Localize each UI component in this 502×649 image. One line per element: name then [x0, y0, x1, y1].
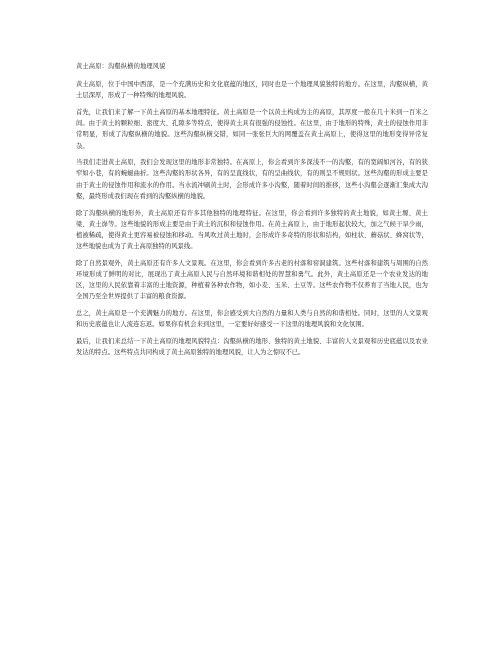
paragraph-intro: 黄土高原，位于中国中西部，是一个充满历史和文化底蕴的地区，同时也是一个地理风貌独特的地方。在这里，沟壑纵横，黄土层深厚，形成了一种特殊的地理风貌。 [76, 81, 428, 100]
document-title: 黄土高原：沟壑纵横的地理风貌 [76, 63, 166, 70]
paragraph-landforms: 除了沟壑纵横的地形外，黄土高原还有许多其他独特的地理特征。在这里，你会看到许多独特的黄土地貌，如黄土塬、黄土梁、黄土峁等。这些地貌的形成主要是由于黄土的沉积和侵蚀作用。在黄土高原上，由于地形起伏较大，加之气候干旱少雨，植被稀疏，使得黄土更容易被侵蚀和移动。当风吹过黄土地时，会形成许多奇特的形状和结构，如柱状、蘑菇状、蜂窝状等，这些地貌也成为了黄土高原独特的风景线。 [76, 209, 428, 251]
paragraph-human-landscape: 除了自然景观外，黄土高原还有许多人文景观。在这里，你会看到许多古老的村落和窑洞建筑。这些村落和建筑与周围的自然环境形成了鲜明的对比，展现出了黄土高原人民与自然环境和谐相处的智慧和勇气。此外，黄土高原还是一个农业发达的地区，这里的人民依靠着丰富的土地资源，种植着各种农作物，如小麦、玉米、土豆等。这些农作物不仅养育了当地人民，也为全国乃至全世界提供了丰富的粮食资源。 [76, 259, 428, 301]
paragraph-terrain: 当我们走进黄土高原，我们会发现这里的地形非常独特。在高原上，你会看到许多深浅不一的沟壑，有的宽阔如河谷，有的狭窄如小巷，有的蜿蜒曲折。这些沟壑的形状各异，有的呈直线状，有的呈曲线状，有的则呈不规则状。这些沟壑的形成主要是由于黄土的侵蚀作用和流水的作用。当水流冲刷黄土时，会形成许多小沟壑，随着时间的推移，这些小沟壑会逐渐汇集成大沟壑，最终形成我们现在看到的沟壑纵横的地貌。 [76, 159, 428, 200]
paragraph-basic-features: 首先，让我们来了解一下黄土高原的基本地理特征。黄土高原是一个以黄土构成为主的高原，其厚度一般在几十米到一百米之间。由于黄土的颗粒细、密度大、孔隙多等特点，使得黄土具有很强的侵蚀性。在这里，由于地形的特殊，黄土的侵蚀作用非常明显，形成了沟壑纵横的地貌。这些沟壑纵横交错，如同一张张巨大的网覆盖在黄土高原上，使得这里的地形变得异常复杂。 [76, 108, 428, 150]
paragraph-conclusion: 最后，让我们来总结一下黄土高原的地理风貌特点：沟壑纵横的地形、独特的黄土地貌、丰富的人文景观和历史底蕴以及农业发达的特点。这些特点共同构成了黄土高原独特的地理风貌，让人为之惊叹不已。 [76, 338, 428, 357]
document-page [76, 62, 428, 364]
paragraph-summary: 总之，黄土高原是一个充满魅力的地方。在这里，你会感受到大自然的力量和人类与自然的和谐相处。同时，这里的人文景观和历史底蕴也让人流连忘返。如果你有机会来到这里，一定要好好感受一下这里的地理风貌和文化氛围。 [76, 310, 428, 329]
